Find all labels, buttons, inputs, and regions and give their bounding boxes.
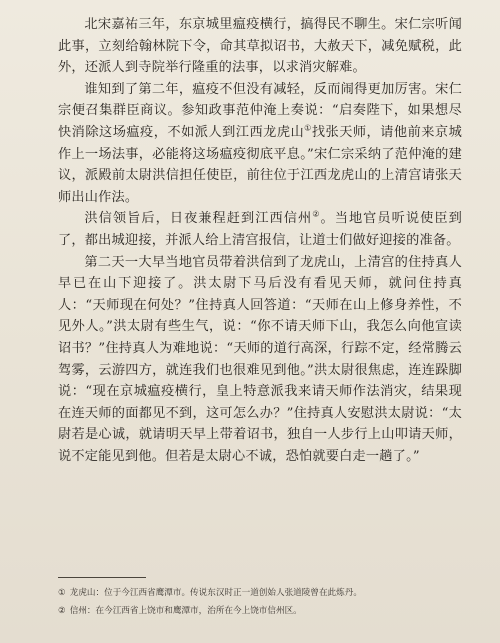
footnote-divider (58, 577, 146, 578)
footnote-1 (58, 584, 468, 602)
paragraph-3 (58, 208, 462, 251)
paragraph-text: 北宋嘉祐三年，东京城里瘟疫横行，搞得民不聊生。宋仁宗听闻此事，立刻给翰林院下令，命其草拟诏书，大赦天下，减免赋税，此外，还派人到寺院举行隆重的法事，以求消灾解难。 (58, 17, 462, 76)
footnotes (58, 584, 468, 620)
footnote-mark: ② (58, 606, 66, 616)
footnote-text: 龙虎山：位于今江西省鹰潭市。传说东汉时正一道创始人张道陵曾在此炼丹。 (69, 588, 362, 598)
footnote-mark: ① (58, 588, 66, 598)
footnote-ref-2: ② (312, 209, 321, 219)
paragraph-1 (58, 14, 462, 79)
footnote-text: 信州：在今江西省上饶市和鹰潭市，治所在今上饶市信州区。 (69, 606, 302, 616)
paragraph-text: 谁知到了第二年，瘟疫不但没有减轻，反而闹得更加厉害。宋仁宗便召集群臣商议。参知政事范仲淹上奏说：“启奏陛下，如果想尽快消除这场瘟疫，不如派人到江西龙虎山 (58, 81, 462, 140)
paragraph-text: 找张天师，请他前来京城作上一场法事，必能将这场瘟疫彻底平息。”宋仁宗采纳了范仲淹的建议，派殿前太尉洪信担任使臣，前往位于江西龙虎山的上清宫请张天师出山作法。 (58, 124, 462, 205)
paragraph-text: 。当地官员听说使臣到了，都出城迎接，并派人给上清宫报信，让道士们做好迎接的准备。 (58, 211, 463, 248)
main-text (58, 14, 462, 467)
footnote-ref-1: ① (304, 123, 312, 133)
paragraph-2 (58, 79, 462, 209)
paragraph-text: 洪信领旨后，日夜兼程赶到江西信州 (84, 211, 313, 227)
paragraph-4 (58, 252, 462, 468)
paragraph-text: 第二天一大早当地官员带着洪信到了龙虎山，上清宫的住持真人早已在山下迎接了。洪太尉下马后没有看见天师，就问住持真人：“天师现在何处？”住持真人回答道：“天师在山上修身养性，不见外人。”洪太尉有些生气，说：“你不请天师下山，我怎么向他宣读诏书？”住持真人为难地说：“天师的道行高深，行踪不定，经常腾云驾雾，云游四方，就连我们也很难见到他。”洪太尉很焦虑，连连跺脚说：“现在京城瘟疫横行，皇上特意派我来请天师作法消灾，结果现在连天师的面都见不到，这可怎么办？”住持真人安慰洪太尉说：“太尉若是心诚，就请明天早上带着诏书，独自一人步行上山叩请天师，说不定能见到他。但若是太尉心不诚，恐怕就要白走一趟了。” (58, 254, 462, 464)
footnote-2 (58, 602, 468, 620)
